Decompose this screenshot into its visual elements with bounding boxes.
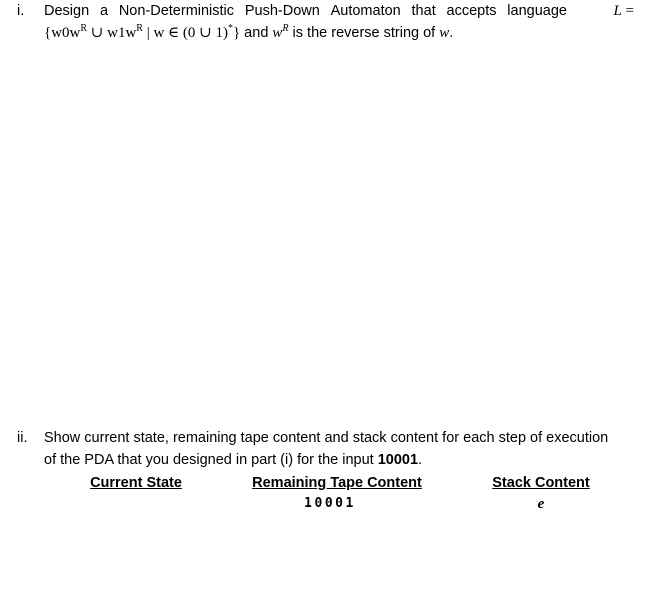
- question-1-number: i.: [17, 3, 25, 19]
- and-text: and: [240, 25, 273, 41]
- question-1-line-2: [44, 22, 634, 44]
- word: a: [99, 3, 109, 19]
- period: .: [418, 452, 423, 468]
- question-2-line-2-text: of the PDA that you designed in part (i) for the input: [44, 452, 378, 468]
- language-set: {$w0w^R$ ∪ $w1w^R$ | w ∈ (0 ∪ 1)*}: [44, 23, 241, 41]
- header-remaining-tape: Remaining Tape Content: [252, 475, 422, 491]
- input-value: 10001: [377, 452, 419, 468]
- question-2-line-1: Show current state, remaining tape content and stack content for each step of execution: [44, 430, 609, 446]
- header-stack-content: Stack Content: [492, 475, 590, 491]
- header-current-state: Current State: [90, 475, 182, 491]
- cell-tape-content: 10001: [304, 496, 356, 511]
- word: Automaton: [330, 3, 401, 19]
- w-variable: w: [439, 25, 450, 41]
- word: Push-Down: [244, 3, 320, 19]
- execution-table: [0, 475, 649, 515]
- period: .: [449, 25, 454, 41]
- question-1-line-1: [44, 0, 634, 22]
- question-2-body: [44, 427, 634, 471]
- word: language: [507, 3, 567, 19]
- question-2: [0, 427, 649, 477]
- word: that: [411, 3, 436, 19]
- word: Non-Deterministic: [118, 3, 235, 19]
- question-1-body: [44, 0, 634, 44]
- question-2-line-2: [44, 449, 634, 471]
- w-reverse: $w^R$: [272, 23, 289, 41]
- word: Design: [44, 3, 90, 19]
- reverse-description: is the reverse string of: [288, 25, 440, 41]
- question-1-words: [44, 0, 567, 22]
- question-2-number: ii.: [17, 430, 28, 446]
- cell-stack-content: e: [537, 496, 545, 512]
- question-1: [0, 0, 649, 50]
- word: accepts: [446, 3, 497, 19]
- language-symbol: L =: [613, 3, 634, 19]
